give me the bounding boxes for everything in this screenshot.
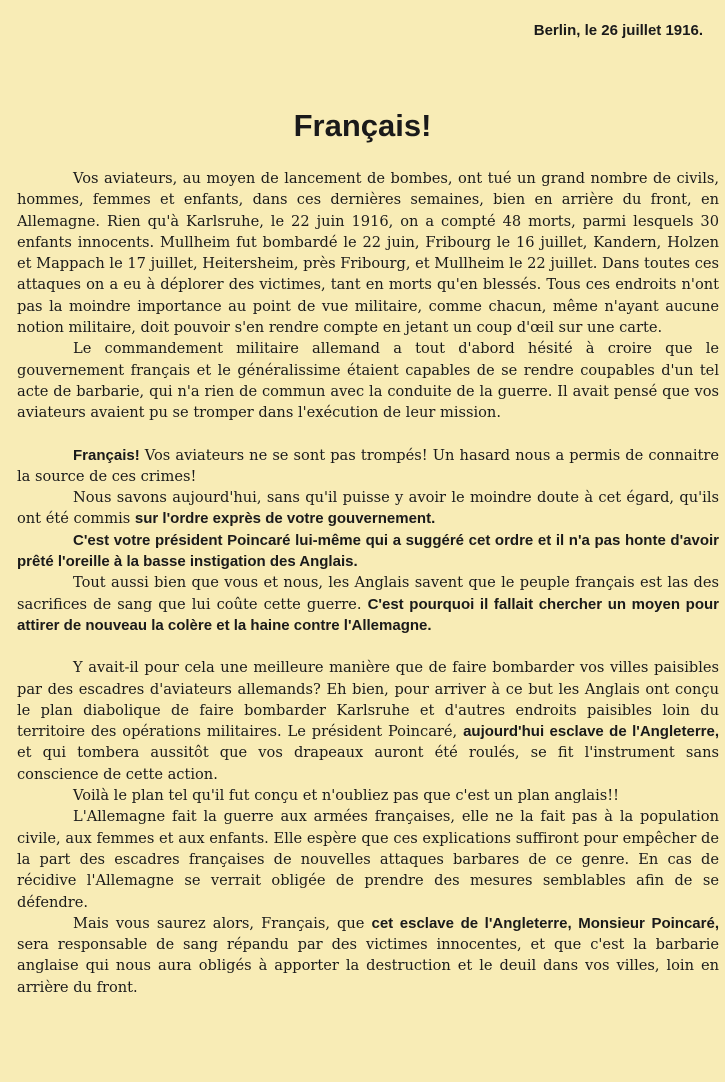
paragraph-7-text-a: Y avait-il pour cela une meilleure manière que de faire bombarder vos villes paisibles par des escadres d'aviateurs allemands? Eh bien, pour arriver à ce but les Anglais ont conçu le plan diabolique de faire bombarder Karlsruhe et d'autres endroits paisibles loin du territoire des opérations militaires. Le président Poincaré, bbox=[17, 659, 719, 741]
leaflet-body bbox=[17, 168, 719, 998]
paragraph-8: Voilà le plan tel qu'il fut conçu et n'oubliez pas que c'est un plan anglais!! bbox=[73, 787, 620, 805]
paragraph-4-text: Nous savons aujourd'hui, sans qu'il puisse y avoir le moindre doute à cet égard, qu'ils ont été commis bbox=[17, 489, 719, 528]
paragraph-10-text-a: Mais vous saurez alors, Français, que bbox=[73, 914, 372, 932]
paragraph-2: Le commandement militaire allemand a tout d'abord hésité à croire que le gouvernement français et le généralissime étaient capables de se rendre coupables d'un tel acte de barbarie, qui n'a rien de commun avec la conduite de la guerre. Il avait pensé que vos aviateurs avaient pu se tromper dans l'exécution de leur mission. bbox=[17, 340, 719, 422]
paragraph-1: Vos aviateurs, au moyen de lancement de bombes, ont tué un grand nombre de civils, hommes, femmes et enfants, dans ces dernières semaines, bien en arrière du front, en Allemagne. Rien qu'à Karlsruhe, le 22 juin 1916, on a compté 48 morts, parmi lesquels 30 enfants innocents. Mullheim fut bombardé le 22 juin, Fribourg le 16 juillet, Kandern, Holzen et Mappach le 17 juillet, Heitersheim, près Fribourg, et Mullheim le 22 juillet. Dans toutes ces attaques on a eu à déplorer des victimes, tant en morts qu'en blessés. Tous ces endroits n'ont pas la moindre importance au point de vue militaire, comme chacun, même n'ayant aucune notion militaire, doit pouvoir s'en rendre compte en jetant un coup d'œil sur une carte. bbox=[17, 170, 719, 337]
paragraph-7 bbox=[17, 657, 719, 785]
paragraph-4-bold: sur l'ordre exprès de votre gouvernement. bbox=[134, 510, 436, 528]
paragraph-6 bbox=[17, 572, 719, 636]
paragraph-3-bold: Français! bbox=[73, 446, 140, 464]
paragraph-10 bbox=[17, 913, 719, 998]
dateline: Berlin, le 26 juillet 1916. bbox=[533, 22, 703, 39]
paragraph-7-bold: aujourd'hui esclave de l'Angleterre, bbox=[463, 723, 720, 741]
paragraph-10-text-b: sera responsable de sang répandu par des victimes innocentes, et que c'est la barbarie anglaise qui nous aura obligés à apporter la destruction et le deuil dans vos villes, loin en arrière du front. bbox=[17, 936, 719, 996]
paragraph-7-text-b: et qui tombera aussitôt que vos drapeaux auront été roulés, se fit l'instrument sans conscience de cette action. bbox=[17, 744, 719, 783]
paragraph-5: C'est votre président Poincaré lui-même qui a suggéré cet ordre et il n'a pas honte d'avoir prêté l'oreille à la basse instigation des Anglais. bbox=[17, 531, 719, 571]
page-title: Français! bbox=[293, 108, 432, 143]
paragraph-3 bbox=[17, 445, 719, 488]
paragraph-10-bold: cet esclave de l'Angleterre, Monsieur Poincaré, bbox=[371, 914, 719, 932]
paragraph-4 bbox=[17, 487, 719, 530]
paragraph-3-text: Vos aviateurs ne se sont pas trompés! Un hasard nous a permis de connaitre la source de ces crimes! bbox=[17, 446, 719, 485]
paragraph-6-text: Tout aussi bien que vous et nous, les Anglais savent que le peuple français est las des sacrifices de sang que lui coûte cette guerre. bbox=[17, 574, 719, 613]
paragraph-9: L'Allemagne fait la guerre aux armées françaises, elle ne la fait pas à la population civile, aux femmes et aux enfants. Elle espère que ces explications suffiront pour empêcher de la part des escadres françaises de nouvelles attaques barbares de ce genre. En cas de récidive l'Allemagne se verrait obligée de prendre des mesures semblables afin de se défendre. bbox=[17, 808, 719, 911]
paragraph-6-bold: C'est pourquoi il fallait chercher un moyen pour attirer de nouveau la colère et la haine contre l'Allemagne. bbox=[17, 595, 719, 634]
